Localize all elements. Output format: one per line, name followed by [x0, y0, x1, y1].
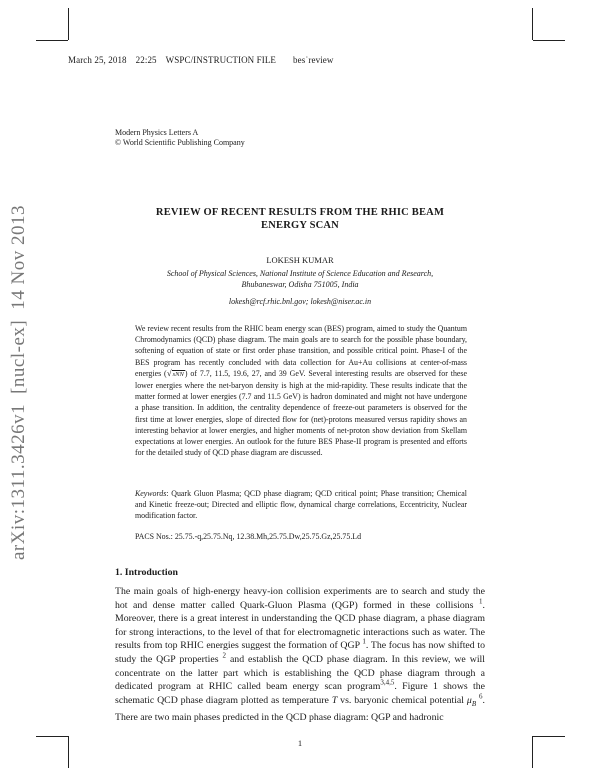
body-text: . Figure 1 shows the schematic QCD phase diagram plotted as temperature [115, 681, 485, 706]
citation-ref: 6 [479, 692, 483, 701]
author-name: LOKESH KUMAR [266, 255, 334, 265]
crop-mark [532, 8, 533, 40]
running-head-time: 22:25 [135, 55, 157, 65]
page-number: 1 [297, 738, 303, 748]
citation-ref: 2 [222, 651, 226, 660]
title-line-2: ENERGY SCAN [261, 220, 339, 231]
running-head-date: March 25, 2018 [68, 55, 127, 65]
citation-ref: 1 [479, 597, 483, 606]
paper-title [100, 206, 500, 232]
abstract [135, 323, 467, 458]
variable-temperature: T [331, 694, 338, 706]
affiliation [120, 268, 480, 290]
citation-ref: 3,4,5 [380, 678, 395, 687]
section-heading: 1. Introduction [115, 567, 178, 578]
pacs-numbers: PACS Nos.: 25.75.-q,25.75.Nq, 12.38.Mh,25.75.Dw,25.75.Gz,25.75.Ld [135, 532, 362, 541]
running-head-file-name: bes˙review [293, 55, 334, 65]
abstract-text-1: We review recent results from the RHIC beam energy scan (BES) program, aimed to study the Quantum Chromodynamics (QCD) phase diagram. The main goals are to search for the possible phase boundary, softening of equation of state or first order phase transition, and possible critical point. Phase-I of the BES program has recently concluded with data collection for Au+Au collisions at center-of-mass energies ( [135, 324, 467, 378]
abstract-text-2: ) of 7.7, 11.5, 19.6, 27, and 39 GeV. Several interesting results are observed for these lower energies where the net-baryon density is high at the mid-rapidity. These results indicate that the matter formed at lower energies (7.7 and 11.5 GeV) is hadron dominated and might not have undergone a phase transition. In addition, the centrality dependence of freeze-out parameters is observed for the first time at lower energies, slope of directed flow for (net)-protons measured versus rapidity shows an interesting behavior at lower energies, and higher moments of net-proton show deviation from Skellam expectations at lower energies. An outlook for the future BES Phase-II program is presented and efforts for the detailed study of QCD phase diagram are discussed. [135, 368, 468, 458]
variable-mu-subscript: B [471, 699, 477, 708]
arxiv-category: [nucl-ex] [8, 319, 29, 394]
journal-name: Modern Physics Letters A [115, 128, 199, 137]
body-text: . The focus has now shifted to study the QGP properties [115, 640, 485, 665]
body-text: . There are two main phases predicted in the QCD phase diagram: QGP and hadronic [115, 694, 485, 724]
affiliation-line-1: School of Physical Sciences, National Institute of Science Education and Research, [166, 269, 434, 278]
journal-publisher: © World Scientific Publishing Company [115, 138, 245, 147]
keywords-text: : Quark Gluon Plasma; QCD phase diagram; QCD critical point; Phase transition; Chemical and Kinetic freeze-out; Directed and elliptic flow, dynamical charge correlations, Eccentricity, Nuclear modification factor. [135, 489, 467, 521]
sqrt-symbol: √ [166, 367, 172, 378]
citation-ref: 1 [362, 638, 366, 647]
affiliation-line-2: Bhubaneswar, Odisha 751005, India [241, 280, 359, 289]
keywords [135, 488, 467, 522]
body-paragraph [115, 585, 485, 725]
running-head-file-label: WSPC/INSTRUCTION FILE [165, 55, 277, 65]
variable-mu: μ [466, 694, 472, 706]
body-text: . Moreover, there is a great interest in understanding the QCD phase diagram, a phase diagram for strong interactions, to the level of that for electromagnetic interactions such as water. The results from top RHIC energies suggest the formation of QGP [115, 599, 485, 652]
body-text: The main goals of high-energy heavy-ion collision experiments are to search and study the hot and dense matter called Quark-Gluon Plasma (QGP) formed in these collisions [115, 586, 485, 611]
body-text: vs. baryonic chemical potential [337, 694, 467, 706]
crop-mark [36, 40, 68, 41]
journal-info [115, 128, 245, 148]
arxiv-stamp [8, 60, 40, 560]
arxiv-date: 14 Nov 2013 [8, 205, 29, 310]
crop-mark [533, 40, 565, 41]
arxiv-id: arXiv:1311.3426v1 [8, 403, 29, 560]
keywords-label: Keywords [135, 489, 167, 498]
sqrt-argument: sNN [172, 370, 184, 378]
running-head [68, 55, 343, 65]
author-email: lokesh@rcf.rhic.bnl.gov; lokesh@niser.ac.in [228, 297, 372, 306]
crop-mark [68, 8, 69, 40]
crop-mark [36, 736, 68, 737]
title-line-1: REVIEW OF RECENT RESULTS FROM THE RHIC BEAM [155, 207, 445, 218]
crop-mark [533, 736, 565, 737]
body-text: and establish the QCD phase diagram. In this review, we will concentrate on the latter part which is establishing the QCD phase diagram through a dedicated program at RHIC called beam energy scan program [115, 653, 485, 693]
